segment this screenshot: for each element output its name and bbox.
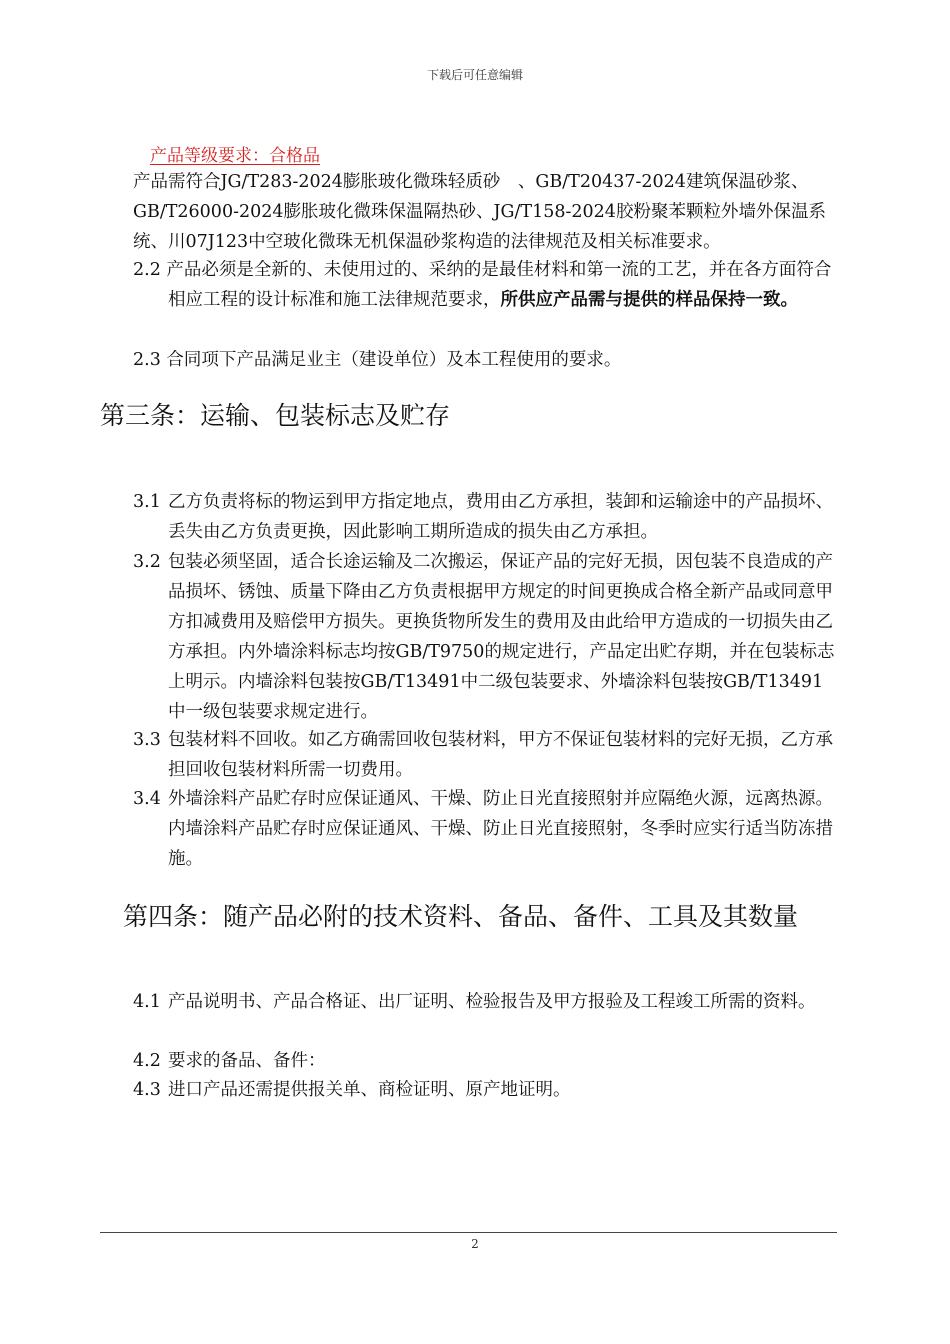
section-3-title: 第三条：运输、包装标志及贮存 [100,401,451,430]
standards-paragraph: 产品需符合JG/T283-2024膨胀玻化微珠轻质砂 、GB/T20437-2024建筑保温砂浆、GB/T26000-2024膨胀玻化微珠保温隔热砂、JG/T158-2024胶粉聚苯颗粒外墙外保温系统、川07J123中空玻化微珠无机保温砂浆构造的法律规范及相关标准要求。 [133,172,826,252]
clause-number: 3.1 [133,492,161,512]
clause-text: 外墙涂料产品贮存时应保证通风、干燥、防止日光直接照射并应隔绝火源，远离热源。 内墙涂料产品贮存时应保证通风、干燥、防止日光直接照射，冬季时应实行适当防冻措施。 [168,789,833,869]
clause-text: 进口产品还需提供报关单、商检证明、原产地证明。 [168,1080,571,1100]
clause-number: 2.2 [133,260,161,280]
clause-4-2 [133,1046,838,1076]
clause-4-1 [133,987,838,1017]
page-number: 2 [471,1237,479,1251]
clause-number: 3.3 [133,730,161,750]
clause-text: 包装材料不回收。如乙方确需回收包装材料，甲方不保证包装材料的完好无损，乙方承担回收包装材料所需一切费用。 [168,730,833,780]
clause-text: 产品必须是全新的、未使用过的、采纳的是最佳材料和第一流的工艺，并在各方面符合相应工程的设计标准和施工法律规范要求， [166,260,832,310]
clause-bold-text: 所供应产品需与提供的样品保持一致。 [500,290,798,310]
clause-2-3: 2.3 合同项下产品满足业主（建设单位）及本工程使用的要求。 [133,350,622,370]
clause-number: 4.1 [133,992,161,1012]
page-header: 下载后可任意编辑 [426,68,523,82]
clause-3-2 [133,547,838,727]
clause-number: 3.4 [133,789,161,809]
grade-requirement: 产品等级要求：合格品 [150,146,320,166]
clause-text: 包装必须坚固，适合长途运输及二次搬运，保证产品的完好无损，因包装不良造成的产品损坏、锈蚀、质量下降由乙方负责根据甲方规定的时间更换成合格全新产品或同意甲方扣减费用及赔偿甲方损失。更换货物所发生的费用及由此给甲方造成的一切损失由乙方承担。内外墙涂料标志均按GB/T9750的规定进行，产品定出贮存期，并在包装标志上明示。内墙涂料包装按GB/T13491中二级包装要求、外墙涂料包装按GB/T13491中一级包装要求规定进行。 [168,552,835,722]
clause-text: 要求的备品、备件： [168,1051,326,1071]
section-4-title: 第四条：随产品必附的技术资料、备品、备件、工具及其数量 [123,902,799,931]
footer-divider [100,1232,837,1233]
clause-3-4 [133,784,838,874]
clause-3-1 [133,487,838,547]
clause-number: 3.2 [133,552,161,572]
clause-number: 4.2 [133,1051,161,1071]
clause-4-3 [133,1075,838,1105]
clause-2-2 [133,255,838,315]
clause-text: 产品说明书、产品合格证、出厂证明、检验报告及甲方报验及工程竣工所需的资料。 [168,992,816,1012]
clause-text: 乙方负责将标的物运到甲方指定地点，费用由乙方承担，装卸和运输途中的产品损坏、丢失由乙方负责更换，因此影响工期所造成的损失由乙方承担。 [168,492,833,542]
clause-3-3 [133,725,838,785]
clause-number: 4.3 [133,1080,161,1100]
